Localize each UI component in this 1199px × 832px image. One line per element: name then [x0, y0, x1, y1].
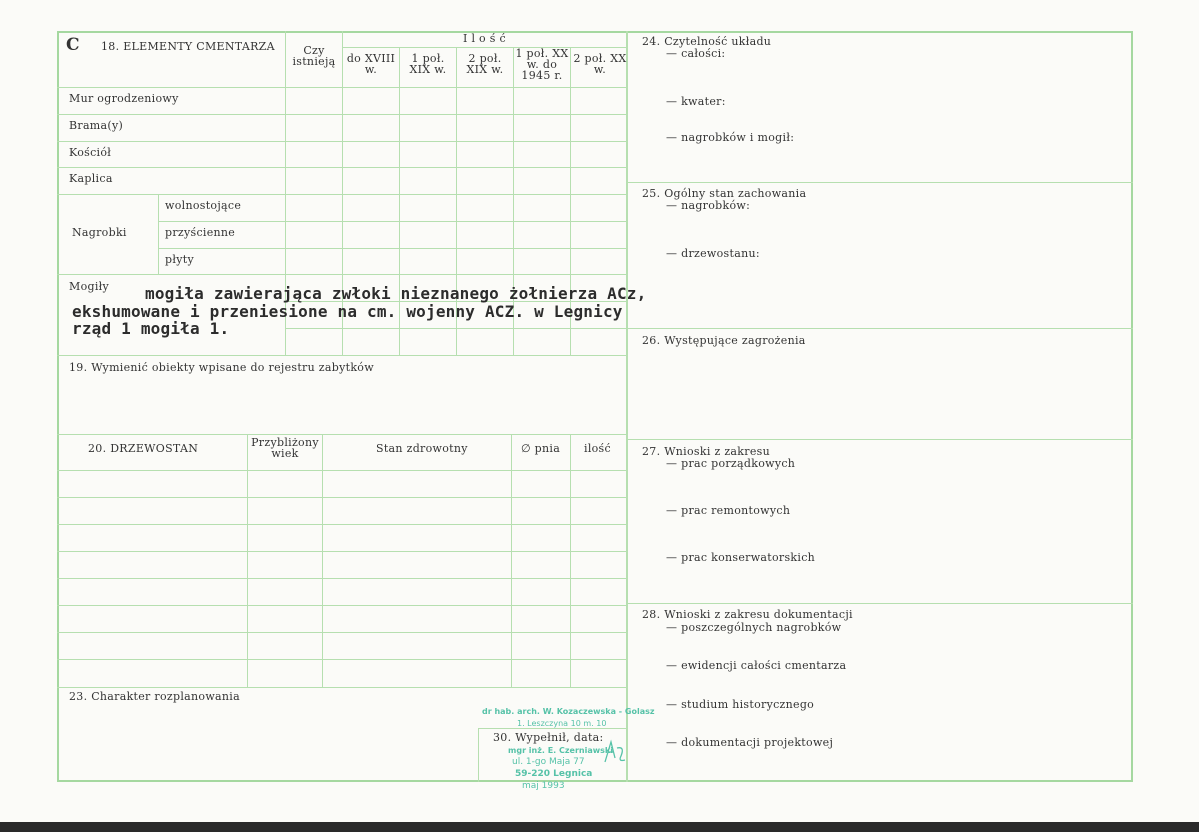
section-divider	[57, 687, 627, 688]
typed-line-2: ekshumowane i przeniesione na cm. wojenny ACZ. w Legnicy	[72, 302, 623, 321]
grid-line	[247, 434, 248, 687]
section-20-title: 20. DRZEWOSTAN	[88, 442, 199, 455]
section-27-item-3: — prac konserwatorskich	[666, 551, 816, 564]
grid-line	[57, 659, 627, 660]
section-25-item-2: — drzewostanu:	[666, 247, 760, 260]
form-frame	[57, 31, 1133, 782]
row-label-plyty: płyty	[165, 253, 194, 266]
stamp-line-4: ul. 1-go Maja 77	[512, 757, 585, 767]
grid-line	[57, 87, 627, 88]
section-30-border	[478, 728, 627, 729]
section-27-title: 27. Wnioski z zakresu	[642, 445, 770, 458]
section-19-title: 19. Wymienić obiekty wpisane do rejestru zabytków	[69, 361, 374, 374]
grid-line	[57, 141, 627, 142]
grid-line	[57, 114, 627, 115]
grid-line	[57, 524, 627, 525]
grid-line	[158, 221, 627, 222]
section-24-title: 24. Czytelność układu	[642, 35, 772, 48]
section-divider	[627, 439, 1133, 440]
grid-line	[342, 47, 627, 48]
stamp-line-6: maj 1993	[522, 781, 565, 791]
grid-line	[285, 328, 627, 329]
header-col-1: do XVIII w.	[346, 52, 396, 76]
section-24-item-1: — całości:	[666, 47, 726, 60]
header-stan-zdrowotny: Stan zdrowotny	[376, 442, 468, 455]
row-label-wolnostojace: wolnostojące	[165, 199, 242, 212]
section-divider	[627, 328, 1133, 329]
header-przyblizony-wiek: Przybliżony wiek	[251, 436, 319, 460]
header-col-2: 1 poł. XIX w.	[409, 52, 447, 76]
row-label-mogily: Mogiły	[69, 280, 110, 293]
header-ilosc: ilość	[584, 442, 611, 455]
grid-line	[158, 194, 159, 274]
section-27-item-1: — prac porządkowych	[666, 457, 796, 470]
grid-line	[322, 434, 323, 687]
row-label-nagrobki: Nagrobki	[72, 226, 127, 239]
section-27-item-2: — prac remontowych	[666, 504, 791, 517]
scan-edge	[0, 822, 1199, 832]
section-26-title: 26. Występujące zagrożenia	[642, 334, 806, 347]
section-23-title: 23. Charakter rozplanowania	[69, 690, 240, 703]
grid-line	[511, 434, 512, 687]
grid-line	[57, 470, 627, 471]
section-28-item-4: — dokumentacji projektowej	[666, 736, 834, 749]
grid-line	[57, 167, 627, 168]
section-divider	[57, 434, 627, 435]
header-col-3: 2 poł. XIX w.	[466, 52, 504, 76]
section-divider	[627, 182, 1133, 183]
grid-line	[570, 434, 571, 687]
row-label-brama: Brama(y)	[69, 119, 124, 132]
row-label-kosciol: Kościół	[69, 146, 112, 159]
header-pnia: ∅ pnia	[521, 442, 561, 455]
section-25-item-1: — nagrobków:	[666, 199, 751, 212]
typed-line-1: mogiła zawierająca zwłoki nieznanego żołnierza ACz,	[145, 284, 647, 303]
grid-line	[57, 578, 627, 579]
header-czy-istnieja: Czy istnieją	[292, 44, 336, 68]
section-28-title: 28. Wnioski z zakresu dokumentacji	[642, 608, 853, 621]
row-label-przyscienne: przyścienne	[165, 226, 236, 239]
grid-line	[57, 355, 627, 356]
grid-line	[57, 274, 627, 275]
row-label-kaplica: Kaplica	[69, 172, 113, 185]
grid-line	[57, 632, 627, 633]
signature-mark	[603, 736, 627, 766]
stamp-line-2: 1. Leszczyna 10 m. 10	[517, 719, 607, 728]
grid-line	[57, 605, 627, 606]
section-24-item-3: — nagrobków i mogił:	[666, 131, 795, 144]
grid-line	[57, 497, 627, 498]
section-25-title: 25. Ogólny stan zachowania	[642, 187, 807, 200]
grid-line	[158, 248, 627, 249]
section-24-item-2: — kwater:	[666, 95, 726, 108]
grid-line	[57, 194, 627, 195]
section-divider	[627, 603, 1133, 604]
header-col-5: 2 poł. XX w.	[573, 52, 627, 76]
panel-divider	[626, 31, 628, 782]
section-28-item-3: — studium historycznego	[666, 698, 815, 711]
grid-line	[57, 551, 627, 552]
stamp-line-3: mgr inż. E. Czerniawski	[508, 746, 613, 755]
section-letter: C	[66, 35, 80, 55]
header-col-4: 1 poł. XX w. do 1945 r.	[515, 47, 569, 82]
section-28-item-2: — ewidencji całości cmentarza	[666, 659, 847, 672]
section-30-border	[478, 728, 479, 782]
stamp-line-1: dr hab. arch. W. Kozaczewska - Golasz	[482, 707, 655, 716]
stamp-line-5: 59-220 Legnica	[515, 769, 593, 779]
header-ilosc: I l o ś ć	[463, 32, 506, 45]
section-18-title: 18. ELEMENTY CMENTARZA	[101, 40, 275, 53]
row-label-mur: Mur ogrodzeniowy	[69, 92, 179, 105]
typed-line-3: rząd 1 mogiła 1.	[72, 319, 230, 338]
section-28-item-1: — poszczególnych nagrobków	[666, 621, 842, 634]
section-30-title: 30. Wypełnił, data:	[493, 731, 604, 744]
